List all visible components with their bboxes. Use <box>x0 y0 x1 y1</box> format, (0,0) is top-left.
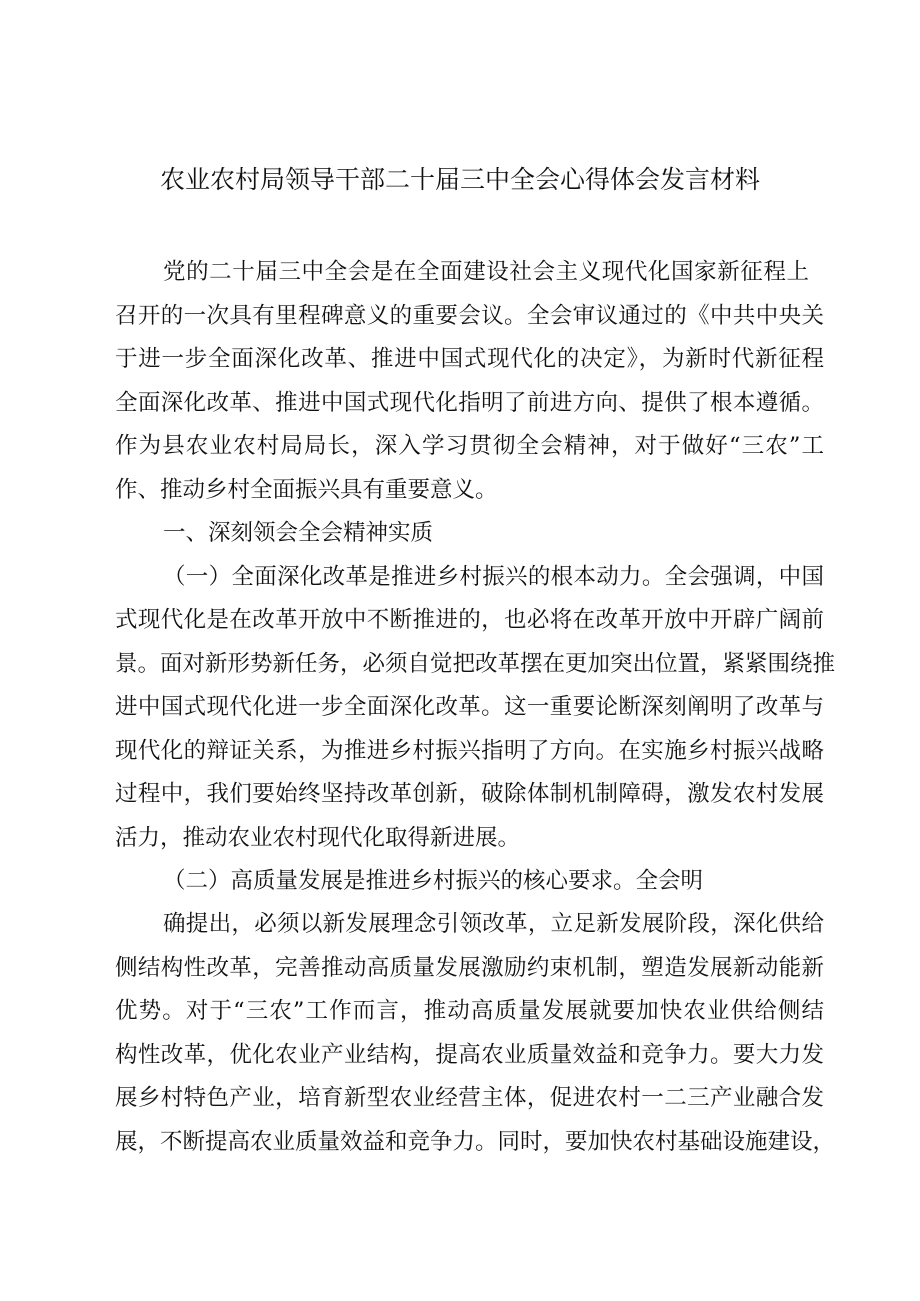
paragraph-line: 构性改革，优化农业产业结构，提高农业质量效益和竞争力。要大力发 <box>115 1042 824 1068</box>
paragraph-line: 确提出，必须以新发展理念引领改革，立足新发展阶段，深化供给 <box>163 911 824 937</box>
paragraph-line: 活力，推动农业农村现代化取得新进展。 <box>115 825 521 851</box>
paragraph-line: 于进一步全面深化改革、推进中国式现代化的决定》，为新时代新征程 <box>115 346 824 372</box>
paragraph-line: 进中国式现代化进一步全面深化改革。这一重要论断深刻阐明了改革与 <box>115 694 824 720</box>
paragraph-line: 展乡村特色产业，培育新型农业经营主体，促进农村一二三产业融合发 <box>115 1085 824 1111</box>
paragraph-line: 展，不断提高农业质量效益和竞争力。同时，要加快农村基础设施建设， <box>115 1129 836 1155</box>
section-heading: 一、深刻领会全会精神实质 <box>163 520 434 546</box>
paragraph-line: 作为县农业农村局局长，深入学习贯彻全会精神，对于做好“三农”工 <box>115 433 824 459</box>
paragraph-line: 召开的一次具有里程碑意义的重要会议。全会审议通过的《中共中央关 <box>115 303 824 329</box>
paragraph-line: 全面深化改革、推进中国式现代化指明了前进方向、提供了根本遵循。 <box>115 390 824 416</box>
paragraph-line: （一）全面深化改革是推进乡村振兴的根本动力。全会强调，中国 <box>163 564 824 590</box>
paragraph-line: 侧结构性改革，完善推动高质量发展激励约束机制，塑造发展新动能新 <box>115 955 824 981</box>
paragraph-line: （二）高质量发展是推进乡村振兴的核心要求。全会明 <box>163 868 704 894</box>
paragraph-line: 现代化的辩证关系，为推进乡村振兴指明了方向。在实施乡村振兴战略 <box>115 738 824 764</box>
paragraph-line: 过程中，我们要始终坚持改革创新，破除体制机制障碍，激发农村发展 <box>115 781 824 807</box>
paragraph-line: 党的二十届三中全会是在全面建设社会主义现代化国家新征程上 <box>163 259 809 285</box>
paragraph-line: 作、推动乡村全面振兴具有重要意义。 <box>115 477 498 503</box>
paragraph-line: 优势。对于“三农”工作而言，推动高质量发展就要加快农业供给侧结 <box>115 998 824 1024</box>
paragraph-line: 式现代化是在改革开放中不断推进的，也必将在改革开放中开辟广阔前 <box>115 607 824 633</box>
paragraph-line: 景。面对新形势新任务，必须自觉把改革摆在更加突出位置，紧紧围绕推 <box>115 651 836 677</box>
document-title: 农业农村局领导干部二十届三中全会心得体会发言材料 <box>159 165 760 194</box>
